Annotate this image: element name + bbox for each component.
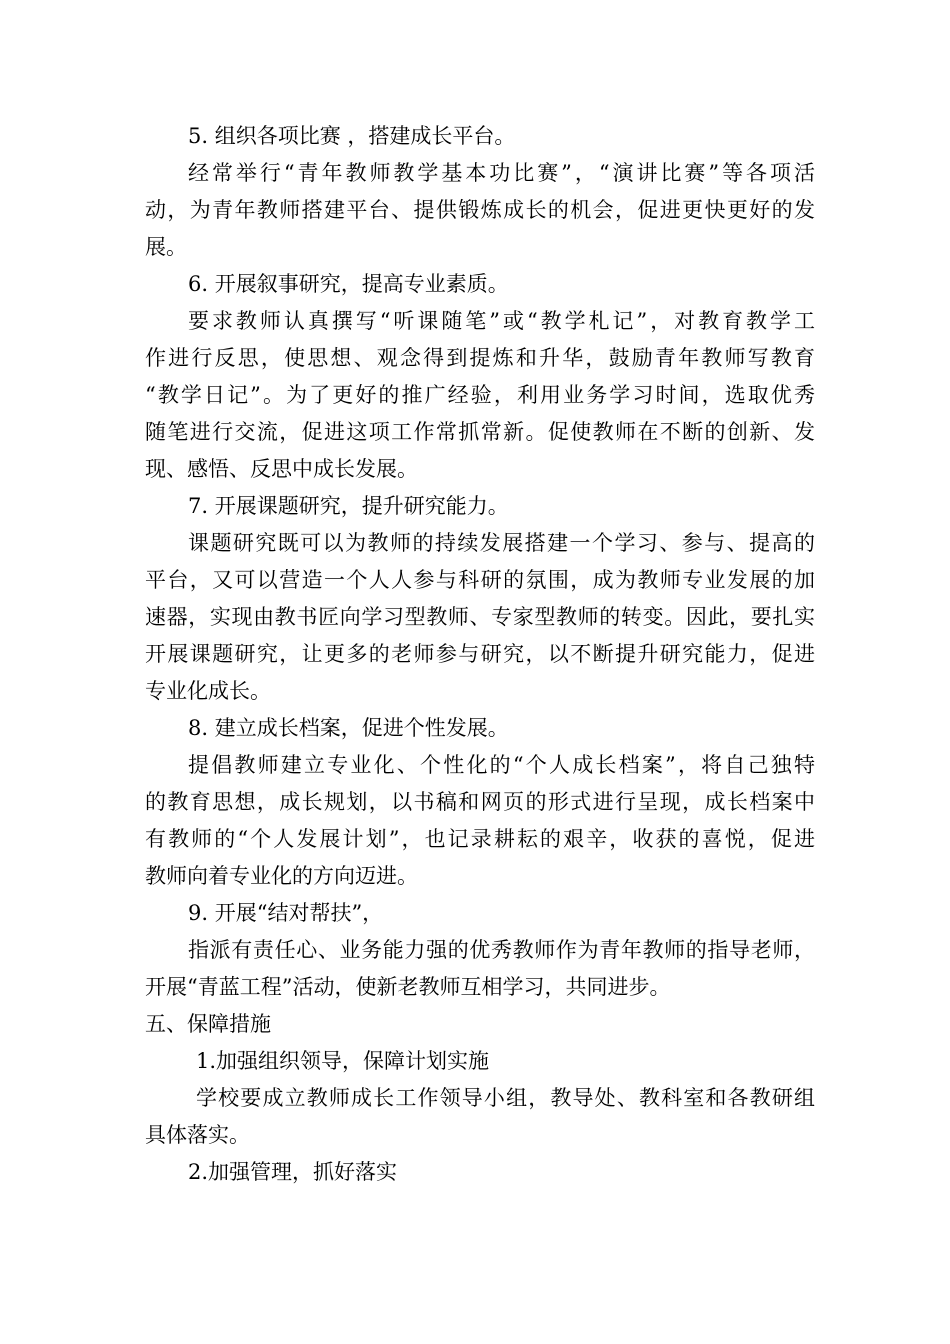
paragraph-line: 作进行反思，使思想、观念得到提炼和升华，鼓励青年教师写教育 [145,346,815,370]
heading-item-9: 9. 开展“结对帮扶”， [188,901,384,925]
paragraph-line: 有教师的“个人发展计划”，也记录耕耘的艰辛，收获的喜悦，促进 [145,827,815,851]
heading-item-6: 6. 开展叙事研究，提高专业素质。 [188,272,509,296]
paragraph-line: 要求教师认真撰写“听课随笔”或“教学札记”，对教育教学工 [188,309,815,333]
heading-item-8: 8. 建立成长档案，促进个性发展。 [188,716,509,740]
paragraph-line: 开展课题研究，让更多的老师参与研究，以不断提升研究能力，促进 [145,642,815,666]
paragraph-line: 学校要成立教师成长工作领导小组，教导处、教科室和各教研组 [196,1086,815,1110]
paragraph-line: 速器，实现由教书匠向学习型教师、专家型教师的转变。因此，要扎实 [145,605,815,629]
paragraph-line: 的教育思想，成长规划，以书稿和网页的形式进行呈现，成长档案中 [145,790,815,814]
heading-item-7: 7. 开展课题研究，提升研究能力。 [188,494,509,518]
subheading-item-2: 2.加强管理，抓好落实 [188,1160,398,1184]
paragraph-line: 教师向着专业化的方向迈进。 [145,864,418,888]
section-heading: 五、保障措施 [145,1012,271,1036]
paragraph-line: 动，为青年教师搭建平台、提供锻炼成长的机会，促进更快更好的发 [145,198,815,222]
paragraph-line: 现、感悟、反思中成长发展。 [145,457,418,481]
paragraph-line: 专业化成长。 [145,679,271,703]
heading-item-5: 5. 组织各项比赛 ，搭建成长平台。 [188,124,516,148]
subheading-item-1: 1.加强组织领导，保障计划实施 [196,1049,490,1073]
paragraph-line: 课题研究既可以为教师的持续发展搭建一个学习、参与、提高的 [188,531,815,555]
paragraph-line: 平台，又可以营造一个人人参与科研的氛围，成为教师专业发展的加 [145,568,815,592]
paragraph-line: 随笔进行交流，促进这项工作常抓常新。促使教师在不断的创新、发 [145,420,815,444]
paragraph-line: “教学日记”。为了更好的推广经验，利用业务学习时间，选取优秀 [145,383,815,407]
paragraph-line: 指派有责任心、业务能力强的优秀教师作为青年教师的指导老师， [188,938,815,962]
paragraph-line: 展。 [145,235,187,259]
paragraph-line: 经常举行“青年教师教学基本功比赛”，“演讲比赛”等各项活 [188,161,815,185]
paragraph-line: 提倡教师建立专业化、个性化的“个人成长档案”，将自己独特 [188,753,815,777]
paragraph-line: 具体落实。 [145,1123,250,1147]
paragraph-line: 开展“青蓝工程”活动，使新老教师互相学习，共同进步。 [145,975,671,999]
